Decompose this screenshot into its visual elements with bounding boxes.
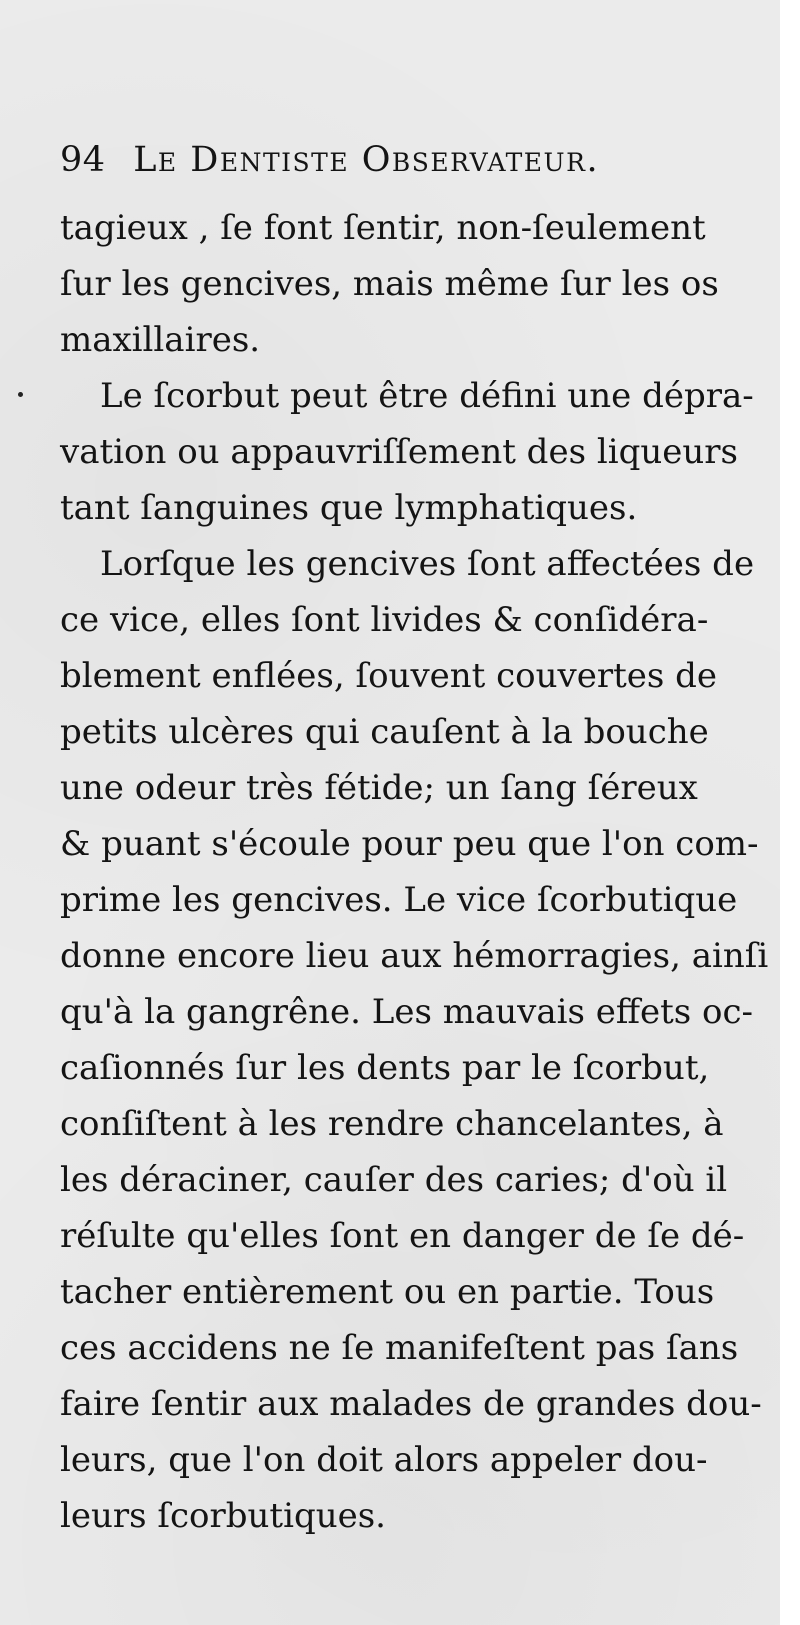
- text-line: leurs ſcorbutiques.: [60, 1496, 386, 1536]
- ink-speck: [18, 392, 23, 397]
- text-line: donne encore lieu aux hémorragies, ainſi: [60, 936, 769, 976]
- text-line: qu'à la gangrêne. Les mauvais effets oc-: [60, 992, 754, 1032]
- text-line: tant ſanguines que lymphatiques.: [60, 488, 638, 528]
- text-line: conſiſtent à les rendre chancelantes, à: [60, 1104, 724, 1144]
- text-line: réſulte qu'elles ſont en danger de ſe dé-: [60, 1216, 745, 1256]
- running-head-title: Le Dentiste Observateur.: [133, 140, 600, 180]
- text-line: vation ou appauvriſſement des liqueurs: [60, 432, 738, 472]
- text-line: petits ulcères qui cauſent à la bouche: [60, 712, 709, 752]
- paragraph-start-line: Lorſque les gencives ſont affectées de: [100, 544, 755, 584]
- text-line: leurs, que l'on doit alors appeler dou-: [60, 1440, 708, 1480]
- text-line: tagieux , ſe font ſentir, non-ſeulement: [60, 208, 706, 248]
- text-line: les déraciner, cauſer des caries; d'où il: [60, 1160, 728, 1200]
- page-number: 94: [60, 140, 106, 180]
- text-line: blement enflées, ſouvent couvertes de: [60, 656, 718, 696]
- text-line: & puant s'écoule pour peu que l'on com-: [60, 824, 759, 864]
- text-line: ce vice, elles ſont livides & conſidéra-: [60, 600, 709, 640]
- paragraph-start-line: Le ſcorbut peut être défini une dépra-: [100, 376, 754, 416]
- text-line: maxillaires.: [60, 320, 261, 360]
- text-line: tacher entièrement ou en partie. Tous: [60, 1272, 715, 1312]
- text-line: ces accidens ne ſe manifeſtent pas ſans: [60, 1328, 739, 1368]
- body-text: [60, 200, 769, 1544]
- text-line: une odeur très fétide; un ſang ſéreux: [60, 768, 698, 808]
- text-line: faire ſentir aux malades de grandes dou-: [60, 1384, 762, 1424]
- running-head: [60, 140, 730, 190]
- text-line: prime les gencives. Le vice ſcorbutique: [60, 880, 738, 920]
- text-line: caſionnés ſur les dents par le ſcorbut,: [60, 1048, 710, 1088]
- text-line: ſur les gencives, mais même ſur les os: [60, 264, 719, 304]
